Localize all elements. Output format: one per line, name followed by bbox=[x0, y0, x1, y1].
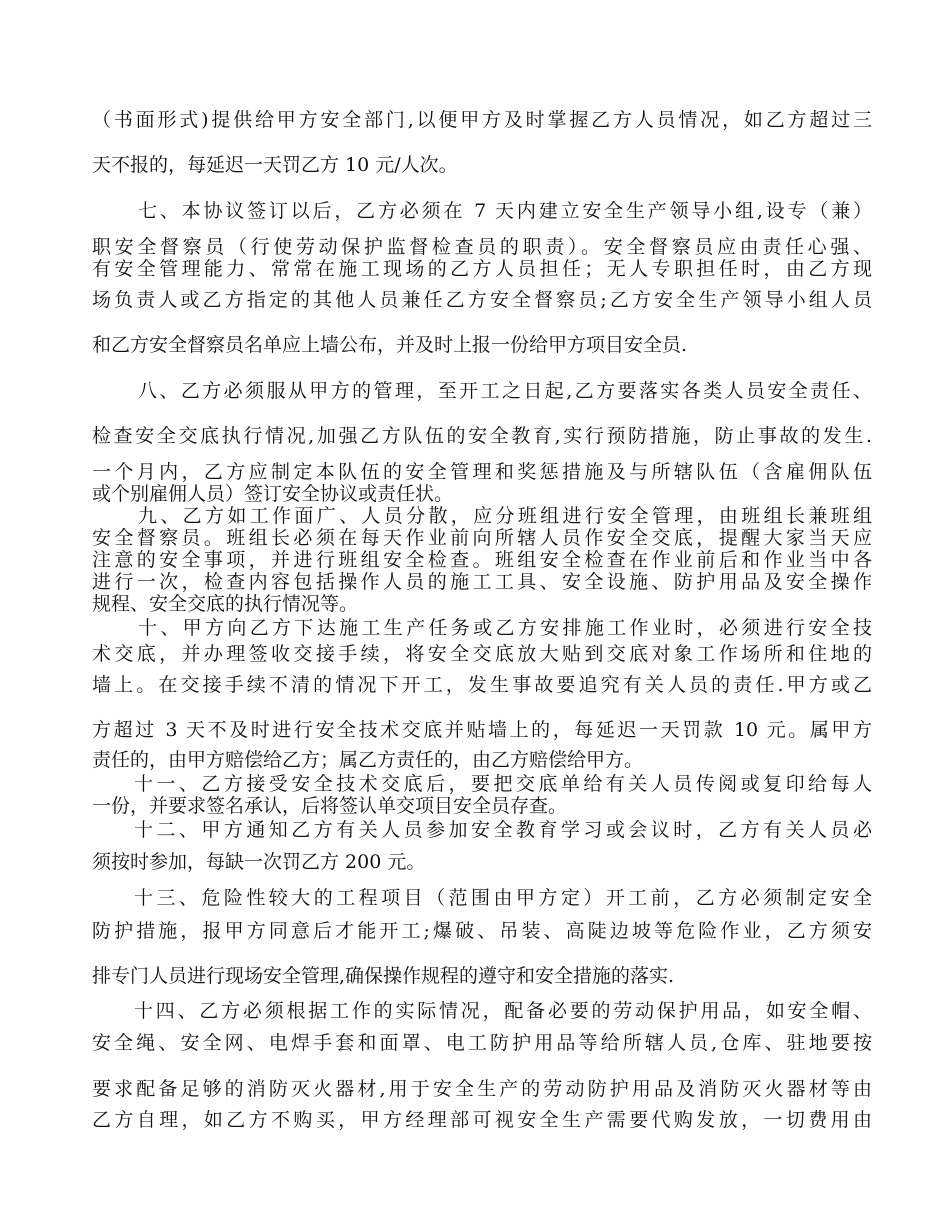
text-line: 十四、乙方必须根据工作的实际情况，配备必要的劳动保护用品，如安全帽、 bbox=[134, 1000, 872, 1022]
text-line: 防护措施，报甲方同意后才能开工;爆破、吊装、高陡边坡等危险作业，乙方须安 bbox=[92, 920, 872, 942]
text-line: 一份，并要求签名承认，后将签认单交项目安全员存查。 bbox=[92, 795, 568, 817]
text-line: 规程、安全交底的执行情况等。 bbox=[92, 593, 359, 615]
text-line: 术交底，并办理签收交接手续，将安全交底放大贴到交底对象工作场所和住地的 bbox=[92, 643, 872, 665]
text-line: 进行一次，检查内容包括操作人员的施工工具、安全设施、防护用品及安全操作 bbox=[92, 571, 872, 593]
text-line: 八、乙方必须服从甲方的管理，至开工之日起,乙方要落实各类人员安全责任、 bbox=[138, 380, 872, 402]
text-line: 天不报的，每延迟一天罚乙方 10 元/人次。 bbox=[92, 154, 458, 176]
text-line: 安全督察员。班组长必须在每天作业前向所辖人员作安全交底，提醒大家当天应 bbox=[92, 527, 872, 549]
text-line: 和乙方安全督察员名单应上墙公布，并及时上报一份给甲方项目安全员. bbox=[92, 334, 688, 356]
text-line: 要求配备足够的消防灭火器材,用于安全生产的劳动防护用品及消防灭火器材等由 bbox=[92, 1078, 872, 1100]
text-line: 有安全管理能力、常常在施工现场的乙方人员担任；无人专职担任时，由乙方现 bbox=[92, 258, 872, 280]
text-line: 检查安全交底执行情况,加强乙方队伍的安全教育,实行预防措施，防止事故的发生. bbox=[92, 425, 872, 447]
text-line: 乙方自理，如乙方不购买，甲方经理部可视安全生产需要代购发放，一切费用由 bbox=[92, 1109, 872, 1131]
text-line: 排专门人员进行现场安全管理,确保操作规程的遵守和安全措施的落实. bbox=[92, 965, 675, 987]
text-line: 十二、甲方通知乙方有关人员参加安全教育学习或会议时，乙方有关人员必 bbox=[134, 819, 872, 841]
text-line: 须按时参加，每缺一次罚乙方 200 元。 bbox=[92, 851, 426, 873]
text-line: 责任的，由甲方赔偿给乙方；属乙方责任的，由乙方赔偿给甲方。 bbox=[92, 749, 644, 771]
text-line: 十一、乙方接受安全技术交底后，要把交底单给有关人员传阅或复印给每人 bbox=[134, 773, 872, 795]
text-line: 场负责人或乙方指定的其他人员兼任乙方安全督察员;乙方安全生产领导小组人员 bbox=[92, 289, 872, 311]
text-line: （书面形式)提供给甲方安全部门,以便甲方及时掌握乙方人员情况，如乙方超过三 bbox=[92, 109, 872, 131]
text-line: 一个月内，乙方应制定本队伍的安全管理和奖惩措施及与所辖队伍（含雇佣队伍 bbox=[92, 461, 872, 483]
text-line: 或个别雇佣人员）签订安全协议或责任状。 bbox=[92, 483, 454, 505]
text-line: 墙上。在交接手续不清的情况下开工，发生事故要追究有关人员的责任.甲方或乙 bbox=[92, 674, 872, 696]
text-line: 十三、危险性较大的工程项目（范围由甲方定）开工前，乙方必须制定安全 bbox=[134, 887, 872, 909]
text-line: 十、甲方向乙方下达施工生产任务或乙方安排施工作业时，必须进行安全技 bbox=[138, 617, 872, 639]
text-line: 九、乙方如工作面广、人员分散，应分班组进行安全管理，由班组长兼班组 bbox=[138, 505, 872, 527]
text-line: 职安全督察员（行使劳动保护监督检查员的职责）。安全督察员应由责任心强、 bbox=[92, 236, 872, 258]
text-line: 方超过 3 天不及时进行安全技术交底并贴墙上的，每延迟一天罚款 10 元。属甲方 bbox=[92, 719, 872, 741]
text-line: 七、本协议签订以后，乙方必须在 7 天内建立安全生产领导小组,设专（兼） bbox=[138, 200, 872, 222]
text-line: 注意的安全事项，并进行班组安全检查。班组安全检查在作业前后和作业当中各 bbox=[92, 549, 872, 571]
text-line: 安全绳、安全网、电焊手套和面罩、电工防护用品等给所辖人员,仓库、驻地要按 bbox=[92, 1032, 872, 1054]
